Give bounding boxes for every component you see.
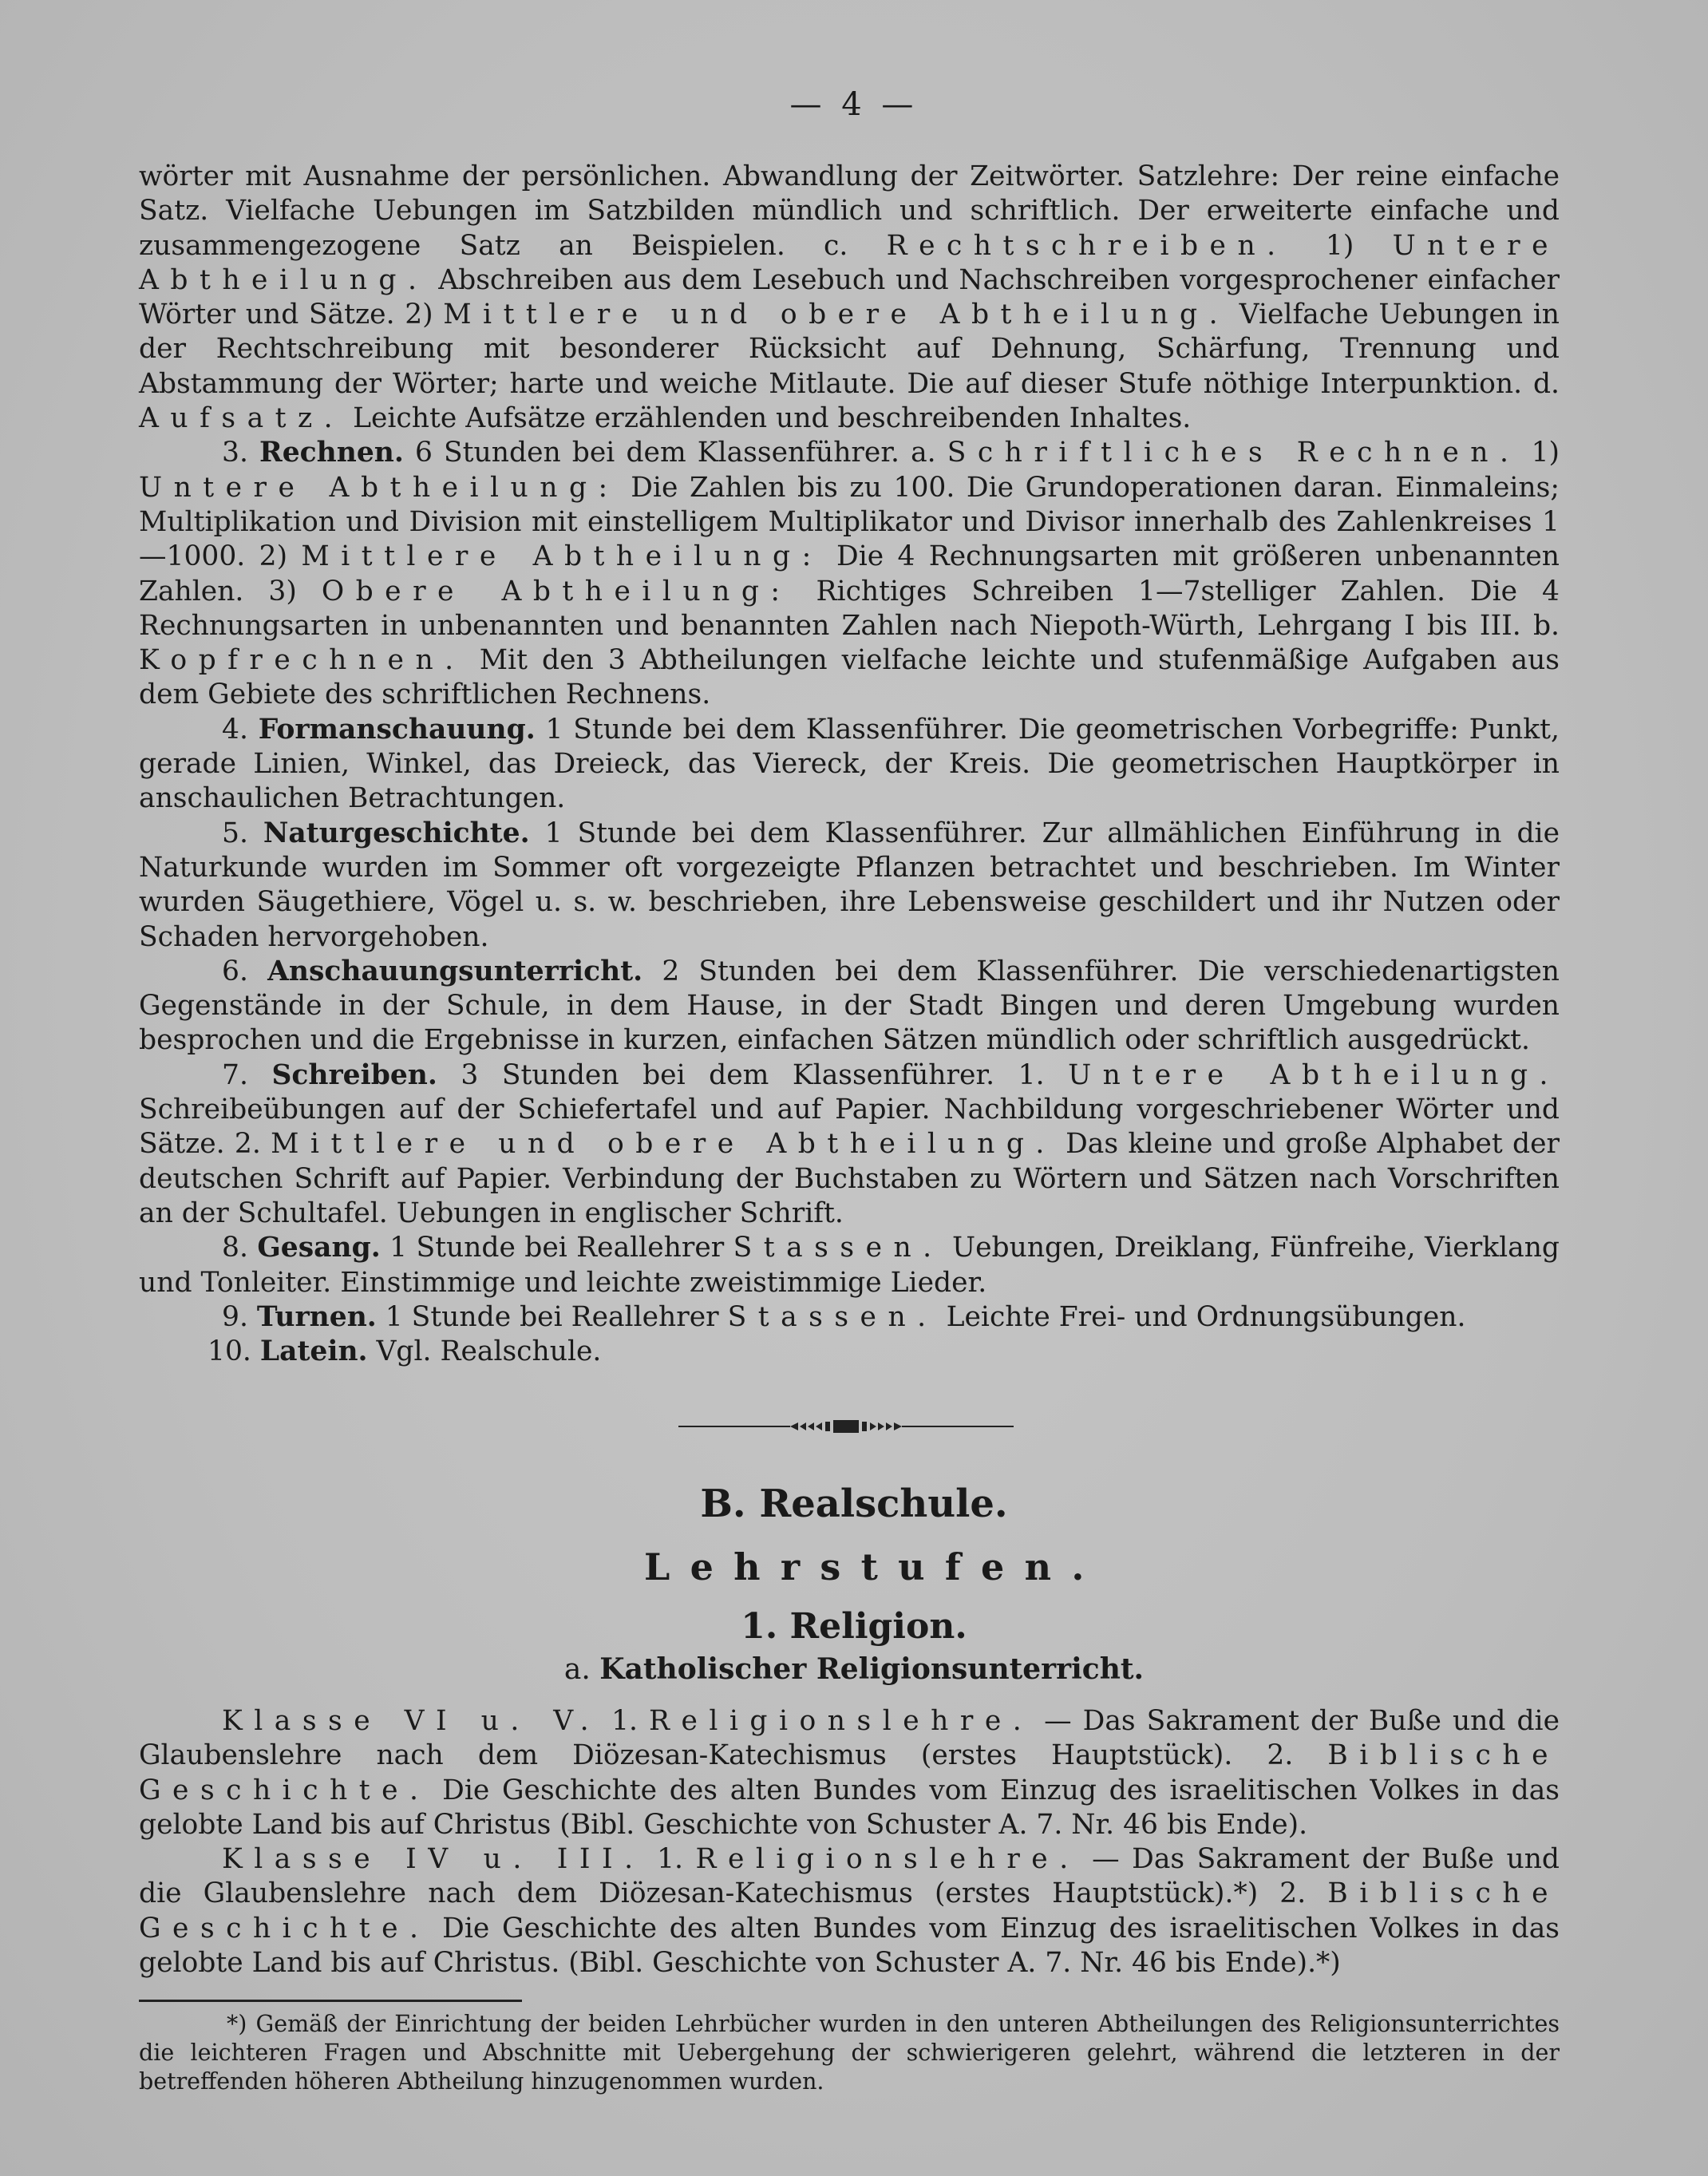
- item-schreiben: 7. Schreiben. 3 Stunden bei dem Klassenführer. 1. Untere Abtheilung. Schreibeübungen auf der Schiefertafel und auf Papier. Nachbildung vorgeschriebener Wörter und Sätze. 2. Mittlere und obere Abtheilung. Das kleine und große Alphabet der deutschen Schrift auf Papier. Verbindung der Buchstaben zu Wörtern und Sätzen nach Vorschriften an der Schultafel. Uebungen in englischer Schrift.: [139, 1058, 1560, 1229]
- religionsunterricht-subheading: a. Katholischer Religionsunterricht.: [563, 1652, 1145, 1686]
- realschule-section: [139, 1704, 1560, 1980]
- klasse-iv-iii-paragraph: Klasse IV u. III. 1. Religionslehre. — Das Sakrament der Buße und die Glaubenslehre nach dem Diözesan-Katechismus (erstes Hauptstück).*) 2. Biblische Geschichte. Die Geschichte des alten Bundes vom Einzug des israelitischen Volkes in das gelobte Land bis auf Christus. (Bibl. Geschichte von Schuster A. 7. Nr. 46 bis Ende).*): [139, 1843, 1560, 1980]
- item-rechnen: 3. Rechnen. 6 Stunden bei dem Klassenführer. a. Schriftliches Rechnen. 1) Untere Abtheilung: Die Zahlen bis zu 100. Die Grundoperationen daran. Einmaleins; Multiplikation und Division mit einstelligem Multiplikator und Divisor innerhalb des Zahlenkreises 1—1000. 2) Mittlere Abtheilung: Die 4 Rechnungsarten mit größeren unbenannten Zahlen. 3) Obere Abtheilung: Richtiges Schreiben 1—7stelliger Zahlen. Die 4 Rechnungsarten in unbenannten und benannten Zahlen nach Niepoth-Würth, Lehrgang I bis III. b. Kopfrechnen. Mit den 3 Abtheilungen vielfache leichte und stufenmäßige Aufgaben aus dem Gebiete des schriftlichen Rechnens.: [139, 437, 1560, 711]
- volksschule-section: [139, 160, 1560, 1369]
- klasse-vi-v-paragraph: Klasse VI u. V. 1. Religionslehre. — Das Sakrament der Buße und die Glaubenslehre nach dem Diözesan-Katechismus (erstes Hauptstück). 2. Biblische Geschichte. Die Geschichte des alten Bundes vom Einzug des israelitischen Volkes in das gelobte Land bis auf Christus (Bibl. Geschichte von Schuster A. 7. Nr. 46 bis Ende).: [139, 1705, 1560, 1841]
- item-turnen: 9. Turnen. 1 Stunde bei Reallehrer Stassen. Leichte Frei- und Ordnungsübungen.: [222, 1300, 1466, 1333]
- page-number: — 4 —: [789, 86, 919, 123]
- footnote-rule: [139, 2000, 522, 2002]
- item-formanschauung: 4. Formanschauung. 1 Stunde bei dem Klassenführer. Die geometrischen Vorbegriffe: Punkt, gerade Linien, Winkel, das Dreieck, das Viereck, der Kreis. Die geometrischen Hauptkörper in anschaulichen Betrachtungen.: [139, 713, 1560, 815]
- item-anschauungsunterricht: 6. Anschauungsunterricht. 2 Stunden bei dem Klassenführer. Die verschiedenartigsten Gegenstände in der Schule, in dem Hause, in der Stadt Bingen und deren Umgebung wurden besprochen und die Ergebnisse in kurzen, einfachen Sätzen mündlich oder schriftlich ausgedrückt.: [139, 955, 1560, 1057]
- item-gesang: 8. Gesang. 1 Stunde bei Reallehrer Stassen. Uebungen, Dreiklang, Fünfreihe, Vierklang und Tonleiter. Einstimmige und leichte zweistimmige Lieder.: [139, 1232, 1560, 1299]
- religion-heading: 1. Religion.: [741, 1606, 967, 1647]
- footnote: *) Gemäß der Einrichtung der beiden Lehrbücher wurden in den unteren Abtheilungen des Religionsunterrichtes die leichteren Fragen und Abschnitte mit Uebergehung der schwierigeren gelehrt, während die letzteren in der betreffenden höheren Abtheilung hinzugenommen wurden.: [139, 2011, 1560, 2095]
- realschule-heading: B. Realschule.: [700, 1482, 1008, 1526]
- item-naturgeschichte: 5. Naturgeschichte. 1 Stunde bei dem Klassenführer. Zur allmählichen Einführung in die Naturkunde wurden im Sommer oft vorgezeigte Pflanzen betrachtet und beschrieben. Im Winter wurden Säugethiere, Vögel u. s. w. beschrieben, ihre Lebensweise geschildert und ihr Nutzen oder Schaden hervorgehoben.: [139, 817, 1560, 953]
- item-latein: 10. Latein. Vgl. Realschule.: [208, 1335, 602, 1368]
- intro-paragraph: wörter mit Ausnahme der persönlichen. Abwandlung der Zeitwörter. Satzlehre: Der reine einfache Satz. Vielfache Uebungen im Satzbilden mündlich und schriftlich. Der erweiterte einfache und zusammengezogene Satz an Beispielen. c. Rechtschreiben. 1) Untere Abtheilung. Abschreiben aus dem Lesebuch und Nachschreiben vorgesprochener einfacher Wörter und Sätze. 2) Mittlere und obere Abtheilung. Vielfache Uebungen in der Rechtschreibung mit besonderer Rücksicht auf Dehnung, Schärfung, Trennung und Abstammung der Wörter; harte und weiche Mitlaute. Die auf dieser Stufe nöthige Interpunktion. d. Aufsatz. Leichte Aufsätze erzählenden und beschreibenden Inhaltes.: [139, 160, 1560, 435]
- section-divider-ornament: [678, 1416, 1014, 1437]
- lehrstufen-heading: Lehrstufen.: [643, 1545, 1105, 1588]
